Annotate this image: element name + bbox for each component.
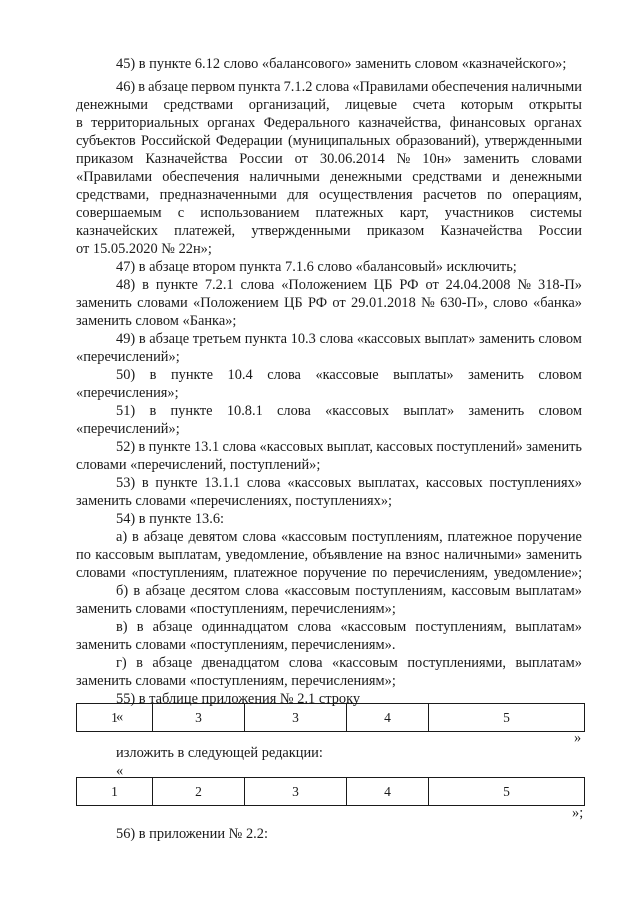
table-old-cell: 3 bbox=[245, 704, 347, 732]
item-54b-line-1: б) в абзаце десятом слова «кассовым поступлениям, кассовым выплатам» bbox=[116, 583, 582, 599]
item-48-line-2: заменить словами «Положением ЦБ РФ от 29.01.2018 № 630-П», слово «банка» bbox=[76, 295, 582, 311]
open-quote-1: « bbox=[116, 709, 124, 725]
item-52-line-1: 52) в пункте 13.1 слова «кассовых выплат, кассовых поступлений» заменить bbox=[116, 439, 582, 455]
item-54: 54) в пункте 13.6: bbox=[116, 511, 225, 527]
item-50-line-1: 50) в пункте 10.4 слова «кассовые выплаты» заменить словом bbox=[116, 367, 582, 383]
table-new-cell: 2 bbox=[153, 778, 245, 806]
table-old-cell: 4 bbox=[347, 704, 429, 732]
table-new-cell: 5 bbox=[429, 778, 585, 806]
table-old-cell: 5 bbox=[429, 704, 585, 732]
item-46-line-4: субъектов Российской Федерации (муниципальных образований), утвержденными bbox=[76, 133, 582, 149]
item-54g-line-2: заменить словами «поступлениям, перечислениям»; bbox=[76, 673, 396, 689]
item-56: 56) в приложении № 2.2: bbox=[116, 826, 268, 842]
item-46-line-2: денежными средствами организаций, лицевые счета которым открыты bbox=[76, 97, 582, 113]
item-54v-line-1: в) в абзаце одиннадцатом слова «кассовым поступлениям, выплатам» bbox=[116, 619, 582, 635]
item-46-line-1: 46) в абзаце первом пункта 7.1.2 слова «Правилами обеспечения наличными bbox=[116, 79, 582, 95]
table-new-cell: 3 bbox=[245, 778, 347, 806]
new-wording-line: изложить в следующей редакции: bbox=[116, 745, 323, 761]
item-51-line-1: 51) в пункте 10.8.1 слова «кассовых выплат» заменить словом bbox=[116, 403, 582, 419]
table-old-row bbox=[76, 703, 585, 732]
item-46-line-7: средствами, предназначенными для осуществления расчетов по операциям, bbox=[76, 187, 582, 203]
item-54g-line-1: г) в абзаце двенадцатом слова «кассовым поступлениями, выплатам» bbox=[116, 655, 582, 671]
item-52-line-2: словами «перечислений, поступлений»; bbox=[76, 457, 321, 473]
close-quote-1: » bbox=[574, 730, 582, 746]
item-50-line-2: «перечисления»; bbox=[76, 385, 179, 401]
table-new-cell: 4 bbox=[347, 778, 429, 806]
item-46-line-6: «Правилами обеспечения наличными денежными средствами и денежными bbox=[76, 169, 582, 185]
item-53-line-2: заменить словами «перечислениях, поступлениях»; bbox=[76, 493, 393, 509]
table-old-cell: 1 bbox=[77, 704, 153, 732]
item-54a-line-1: а) в абзаце девятом слова «кассовым поступлениям, платежное поручение bbox=[116, 529, 582, 545]
item-51-line-2: «перечислений»; bbox=[76, 421, 180, 437]
table-new-cell: 1 bbox=[77, 778, 153, 806]
table-new-row bbox=[76, 777, 585, 806]
close-quote-2: »; bbox=[572, 805, 584, 821]
item-46-line-3: в территориальных органах Федерального казначейства, финансовых органах bbox=[76, 115, 582, 131]
item-46-line-10: от 15.05.2020 № 22н»; bbox=[76, 241, 212, 257]
item-46-line-5: приказом Казначейства России от 30.06.2014 № 10н» заменить словами bbox=[76, 151, 582, 167]
item-46-line-9: казначейских платежей, утвержденными приказом Казначейства России bbox=[76, 223, 582, 239]
item-45: 45) в пункте 6.12 слово «балансового» заменить словом «казначейского»; bbox=[116, 56, 567, 72]
item-49-line-1: 49) в абзаце третьем пункта 10.3 слова «кассовых выплат» заменить словом bbox=[116, 331, 582, 347]
item-54b-line-2: заменить словами «поступлениям, перечислениям»; bbox=[76, 601, 396, 617]
item-54v-line-2: заменить словами «поступлениям, перечислениям». bbox=[76, 637, 396, 653]
open-quote-2: « bbox=[116, 763, 124, 779]
item-53-line-1: 53) в пункте 13.1.1 слова «кассовых выплатах, кассовых поступлениях» bbox=[116, 475, 582, 491]
item-54a-line-3: словами «поступлениям, платежное поручение по перечислениям, уведомление»; bbox=[76, 565, 582, 581]
item-46-line-8: совершаемым с использованием платежных карт, участников системы bbox=[76, 205, 582, 221]
item-49-line-2: «перечислений»; bbox=[76, 349, 180, 365]
item-48-line-1: 48) в пункте 7.2.1 слова «Положением ЦБ РФ от 24.04.2008 № 318-П» bbox=[116, 277, 582, 293]
item-55: 55) в таблице приложения № 2.1 строку bbox=[116, 691, 361, 707]
table-old-cell: 3 bbox=[153, 704, 245, 732]
item-48-line-3: заменить словом «Банка»; bbox=[76, 313, 237, 329]
item-54a-line-2: по кассовым выплатам, уведомление, объявление на взнос наличными» заменить bbox=[76, 547, 582, 563]
item-47: 47) в абзаце втором пункта 7.1.6 слово «балансовый» исключить; bbox=[116, 259, 517, 275]
